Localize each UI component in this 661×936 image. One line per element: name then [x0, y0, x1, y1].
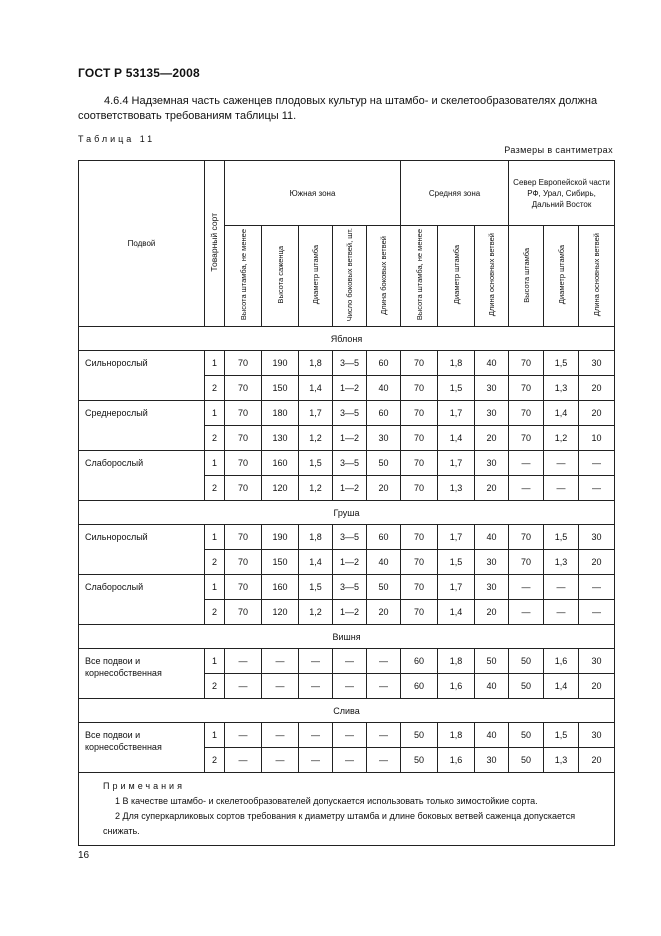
value-cell: — — [509, 451, 544, 476]
value-cell: 1—2 — [333, 426, 367, 451]
units-note: Размеры в сантиметрах — [504, 145, 613, 155]
value-cell: 1—2 — [333, 600, 367, 625]
value-cell: 20 — [579, 748, 615, 773]
table-row — [79, 649, 615, 674]
section-row — [79, 327, 615, 351]
value-cell: 190 — [262, 351, 299, 376]
value-cell: 1,4 — [544, 401, 579, 426]
value-cell: 20 — [367, 476, 401, 501]
value-cell: 70 — [225, 401, 262, 426]
value-cell: 1,2 — [299, 600, 333, 625]
value-cell: 1,5 — [299, 575, 333, 600]
note-line: 2 Для суперкарликовых сортов требования к диаметру штамба и длине боковых ветвей саженца допускается снижать. — [103, 811, 576, 836]
value-cell: 30 — [579, 723, 615, 748]
grade-cell: 2 — [205, 426, 225, 451]
value-cell: 1,3 — [544, 376, 579, 401]
grade-cell: 2 — [205, 600, 225, 625]
value-cell: 3—5 — [333, 525, 367, 550]
south-col-header — [299, 226, 333, 327]
rootstock-name: Сильнорослый — [79, 525, 205, 575]
value-cell: 70 — [509, 550, 544, 575]
value-cell: 160 — [262, 451, 299, 476]
south-col-header — [367, 226, 401, 327]
south-col-header — [262, 226, 299, 327]
value-cell: 1,5 — [299, 451, 333, 476]
section-title: Груша — [79, 501, 615, 525]
table-row — [79, 525, 615, 550]
value-cell: 70 — [225, 351, 262, 376]
value-cell: — — [544, 451, 579, 476]
table-row — [79, 451, 615, 476]
value-cell: 1,8 — [438, 723, 475, 748]
value-cell: 60 — [401, 674, 438, 699]
south-col-header — [333, 226, 367, 327]
value-cell: 1,4 — [438, 426, 475, 451]
value-cell: 1,4 — [299, 376, 333, 401]
value-cell: 3—5 — [333, 351, 367, 376]
value-cell: 1,2 — [299, 426, 333, 451]
value-cell: — — [544, 476, 579, 501]
north-col-header — [579, 226, 615, 327]
grade-cell: 1 — [205, 401, 225, 426]
value-cell: 70 — [225, 426, 262, 451]
value-cell: 20 — [579, 401, 615, 426]
value-cell: — — [225, 723, 262, 748]
section-row — [79, 625, 615, 649]
value-cell: 30 — [579, 351, 615, 376]
value-cell: — — [367, 674, 401, 699]
value-cell: 70 — [225, 476, 262, 501]
value-cell: — — [579, 476, 615, 501]
value-cell: 120 — [262, 476, 299, 501]
value-cell: 40 — [475, 525, 509, 550]
value-cell: — — [367, 748, 401, 773]
value-cell: 30 — [367, 426, 401, 451]
value-cell: — — [225, 748, 262, 773]
rootstock-name: Сильнорослый — [79, 351, 205, 401]
value-cell: 50 — [401, 748, 438, 773]
value-cell: 70 — [225, 376, 262, 401]
south-col-header-label: Число боковых ветвей, шт. — [345, 228, 354, 322]
value-cell: 30 — [475, 401, 509, 426]
middle-col-header — [438, 226, 475, 327]
table-row — [79, 401, 615, 426]
value-cell: 190 — [262, 525, 299, 550]
value-cell: 1,2 — [299, 476, 333, 501]
value-cell: 1,4 — [544, 674, 579, 699]
north-col-header-label: Длина основных ветвей — [592, 233, 602, 317]
value-cell: 3—5 — [333, 575, 367, 600]
value-cell: 70 — [401, 575, 438, 600]
table-row — [79, 351, 615, 376]
value-cell: 1,3 — [544, 748, 579, 773]
value-cell: 70 — [401, 476, 438, 501]
value-cell: 180 — [262, 401, 299, 426]
value-cell: 50 — [509, 748, 544, 773]
rootstock-name: Все подвои и корнесобственная — [79, 723, 205, 773]
value-cell: 70 — [401, 376, 438, 401]
value-cell: 1,6 — [438, 674, 475, 699]
value-cell: 1,2 — [544, 426, 579, 451]
value-cell: — — [262, 748, 299, 773]
section-row — [79, 501, 615, 525]
value-cell: — — [225, 649, 262, 674]
value-cell: — — [333, 649, 367, 674]
grade-cell: 1 — [205, 575, 225, 600]
table-caption: Таблица 11 — [78, 134, 156, 144]
value-cell: — — [509, 600, 544, 625]
value-cell: 30 — [579, 525, 615, 550]
middle-col-header-label: Высота штамба, не менее — [414, 229, 424, 321]
value-cell: — — [262, 674, 299, 699]
value-cell: 70 — [509, 401, 544, 426]
value-cell: 1—2 — [333, 376, 367, 401]
grade-cell: 2 — [205, 550, 225, 575]
value-cell: — — [579, 600, 615, 625]
value-cell: 70 — [401, 451, 438, 476]
value-cell: 50 — [509, 723, 544, 748]
value-cell: 70 — [401, 525, 438, 550]
value-cell: — — [333, 723, 367, 748]
value-cell: 40 — [475, 723, 509, 748]
document-header: ГОСТ Р 53135—2008 — [78, 66, 200, 80]
value-cell: — — [262, 723, 299, 748]
value-cell: 20 — [579, 674, 615, 699]
value-cell: — — [544, 600, 579, 625]
value-cell: 50 — [509, 649, 544, 674]
value-cell: 1,8 — [299, 351, 333, 376]
value-cell: 20 — [579, 376, 615, 401]
value-cell: 1,7 — [438, 525, 475, 550]
grade-cell: 1 — [205, 649, 225, 674]
value-cell: 70 — [509, 376, 544, 401]
south-col-header-label: Высота штамба, не менее — [238, 229, 248, 321]
zone-north-header: Север Европейской части РФ, Урал, Сибирь, Дальний Восток — [509, 161, 615, 226]
value-cell: 1—2 — [333, 550, 367, 575]
grade-cell: 1 — [205, 351, 225, 376]
value-cell: 40 — [367, 550, 401, 575]
value-cell: 3—5 — [333, 401, 367, 426]
value-cell: 40 — [475, 351, 509, 376]
middle-col-header-label: Длина основных ветвей — [487, 233, 497, 317]
value-cell: 1,5 — [438, 376, 475, 401]
value-cell: 1,8 — [438, 649, 475, 674]
value-cell: 1,8 — [438, 351, 475, 376]
value-cell: 70 — [401, 550, 438, 575]
grade-cell: 2 — [205, 748, 225, 773]
value-cell: 70 — [401, 426, 438, 451]
value-cell: 1,5 — [438, 550, 475, 575]
value-cell: 1,3 — [438, 476, 475, 501]
value-cell: 30 — [475, 550, 509, 575]
value-cell: — — [333, 674, 367, 699]
value-cell: 20 — [579, 550, 615, 575]
value-cell: — — [544, 575, 579, 600]
paragraph-text: 4.6.4 Надземная часть саженцев плодовых культур на штамбо- и скелетообразователях должна соответствовать требованиям таблицы 11. — [78, 95, 598, 122]
value-cell: — — [299, 649, 333, 674]
notes-cell — [79, 773, 615, 846]
table-row — [79, 575, 615, 600]
rootstock-name: Слаборослый — [79, 575, 205, 625]
value-cell: 1,5 — [544, 525, 579, 550]
value-cell: 60 — [367, 525, 401, 550]
grade-cell: 2 — [205, 674, 225, 699]
value-cell: 40 — [367, 376, 401, 401]
value-cell: 1,4 — [438, 600, 475, 625]
value-cell: 1,7 — [438, 401, 475, 426]
north-col-header-label: Диаметр штамба — [556, 245, 566, 305]
value-cell: — — [367, 649, 401, 674]
value-cell: 50 — [367, 575, 401, 600]
page-number: 16 — [78, 850, 90, 861]
value-cell: 20 — [475, 476, 509, 501]
section-title: Слива — [79, 699, 615, 723]
rootstock-name: Все подвои и корнесобственная — [79, 649, 205, 699]
value-cell: 70 — [225, 600, 262, 625]
south-col-header-label: Диаметр штамба — [311, 245, 320, 305]
value-cell: 1—2 — [333, 476, 367, 501]
value-cell: 150 — [262, 376, 299, 401]
value-cell: — — [225, 674, 262, 699]
value-cell: 30 — [475, 376, 509, 401]
value-cell: — — [509, 476, 544, 501]
value-cell: 30 — [475, 451, 509, 476]
requirements-table — [78, 160, 615, 846]
value-cell: 1,7 — [438, 451, 475, 476]
value-cell: 20 — [475, 600, 509, 625]
value-cell: 1,3 — [544, 550, 579, 575]
value-cell: 130 — [262, 426, 299, 451]
value-cell: 1,6 — [544, 649, 579, 674]
value-cell: 70 — [225, 525, 262, 550]
value-cell: 70 — [401, 401, 438, 426]
grade-cell: 1 — [205, 525, 225, 550]
value-cell: 120 — [262, 600, 299, 625]
rootstock-name: Среднерослый — [79, 401, 205, 451]
value-cell: 50 — [367, 451, 401, 476]
value-cell: 70 — [509, 525, 544, 550]
value-cell: 30 — [579, 649, 615, 674]
value-cell: 40 — [475, 674, 509, 699]
value-cell: 70 — [225, 575, 262, 600]
value-cell: 1,5 — [544, 723, 579, 748]
grade-cell: 2 — [205, 476, 225, 501]
value-cell: — — [367, 723, 401, 748]
south-col-header-label: Высота саженца — [275, 246, 285, 304]
zone-middle-header: Средняя зона — [401, 161, 509, 226]
south-col-header-label: Длина боковых ветвей — [379, 235, 389, 315]
value-cell: 10 — [579, 426, 615, 451]
value-cell: — — [299, 748, 333, 773]
value-cell: 30 — [475, 575, 509, 600]
value-cell: 50 — [401, 723, 438, 748]
value-cell: 60 — [367, 351, 401, 376]
value-cell: 70 — [509, 426, 544, 451]
section-title: Вишня — [79, 625, 615, 649]
value-cell: 160 — [262, 575, 299, 600]
section-title: Яблоня — [79, 327, 615, 351]
grade-cell: 2 — [205, 376, 225, 401]
value-cell: 1,7 — [438, 575, 475, 600]
col-header-sort — [205, 161, 225, 327]
value-cell: 50 — [475, 649, 509, 674]
value-cell: 70 — [225, 451, 262, 476]
value-cell: 60 — [367, 401, 401, 426]
section-paragraph — [78, 94, 618, 124]
south-col-header — [225, 226, 262, 327]
value-cell: 150 — [262, 550, 299, 575]
value-cell: 30 — [475, 748, 509, 773]
note-line: 1 В качестве штамбо- и скелетообразователей допускается использовать только зимостойкие сорта. — [115, 796, 538, 806]
value-cell: 1,7 — [299, 401, 333, 426]
value-cell: 20 — [475, 426, 509, 451]
notes-row — [79, 773, 615, 846]
value-cell: 3—5 — [333, 451, 367, 476]
col-header-sort-label: Товарный сорт — [209, 212, 219, 272]
value-cell: 50 — [509, 674, 544, 699]
middle-col-header — [401, 226, 438, 327]
value-cell: 70 — [401, 600, 438, 625]
value-cell: 1,6 — [438, 748, 475, 773]
section-row — [79, 699, 615, 723]
middle-col-header-label: Диаметр штамба — [451, 245, 461, 305]
value-cell: 70 — [225, 550, 262, 575]
value-cell: 1,8 — [299, 525, 333, 550]
value-cell: — — [509, 575, 544, 600]
value-cell: — — [579, 575, 615, 600]
value-cell: 1,5 — [544, 351, 579, 376]
north-col-header — [544, 226, 579, 327]
grade-cell: 1 — [205, 451, 225, 476]
value-cell: — — [579, 451, 615, 476]
value-cell: — — [262, 649, 299, 674]
rootstock-name: Слаборослый — [79, 451, 205, 501]
value-cell: — — [299, 674, 333, 699]
value-cell: 60 — [401, 649, 438, 674]
north-col-header — [509, 226, 544, 327]
value-cell: 70 — [401, 351, 438, 376]
notes-title: Примечания — [103, 781, 185, 791]
middle-col-header — [475, 226, 509, 327]
value-cell: 70 — [509, 351, 544, 376]
grade-cell: 1 — [205, 723, 225, 748]
value-cell: 1,4 — [299, 550, 333, 575]
value-cell: — — [299, 723, 333, 748]
table-row — [79, 723, 615, 748]
value-cell: 20 — [367, 600, 401, 625]
value-cell: — — [333, 748, 367, 773]
col-header-podvoy: Подвой — [79, 161, 205, 327]
north-col-header-label: Высота штамба — [521, 247, 531, 303]
zone-south-header: Южная зона — [225, 161, 401, 226]
